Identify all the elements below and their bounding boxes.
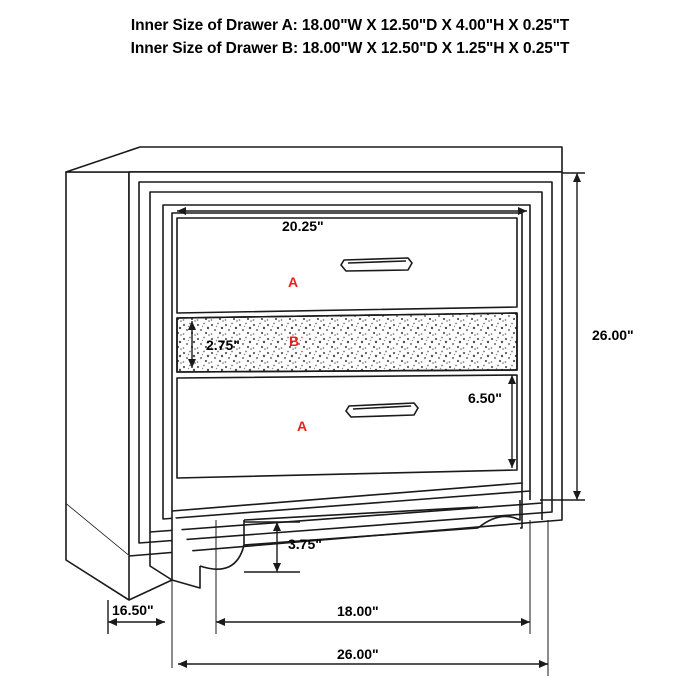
dim-side-depth: 16.50" (112, 602, 154, 618)
drawer-label-a-bottom: A (297, 418, 308, 434)
dim-leg-height: 3.75" (288, 536, 322, 552)
dim-overall-width: 26.00" (337, 646, 379, 662)
dim-top-drawer-width: 20.25" (282, 218, 324, 234)
spec-line-drawer-b: Inner Size of Drawer B: 18.00"W X 12.50"D X 1.25"H X 0.25"T (130, 40, 570, 57)
dim-bottom-drawer-height: 6.50" (468, 390, 502, 406)
dim-front-width-inner: 18.00" (337, 603, 379, 619)
drawer-label-b: B (289, 333, 300, 349)
spec-line-drawer-a: Inner Size of Drawer A: 18.00"W X 12.50"D X 4.00"H X 0.25"T (130, 17, 570, 34)
dim-overall-height: 26.00" (592, 327, 634, 343)
drawer-label-a-top: A (288, 274, 299, 290)
dim-middle-drawer-height: 2.75" (206, 337, 240, 353)
